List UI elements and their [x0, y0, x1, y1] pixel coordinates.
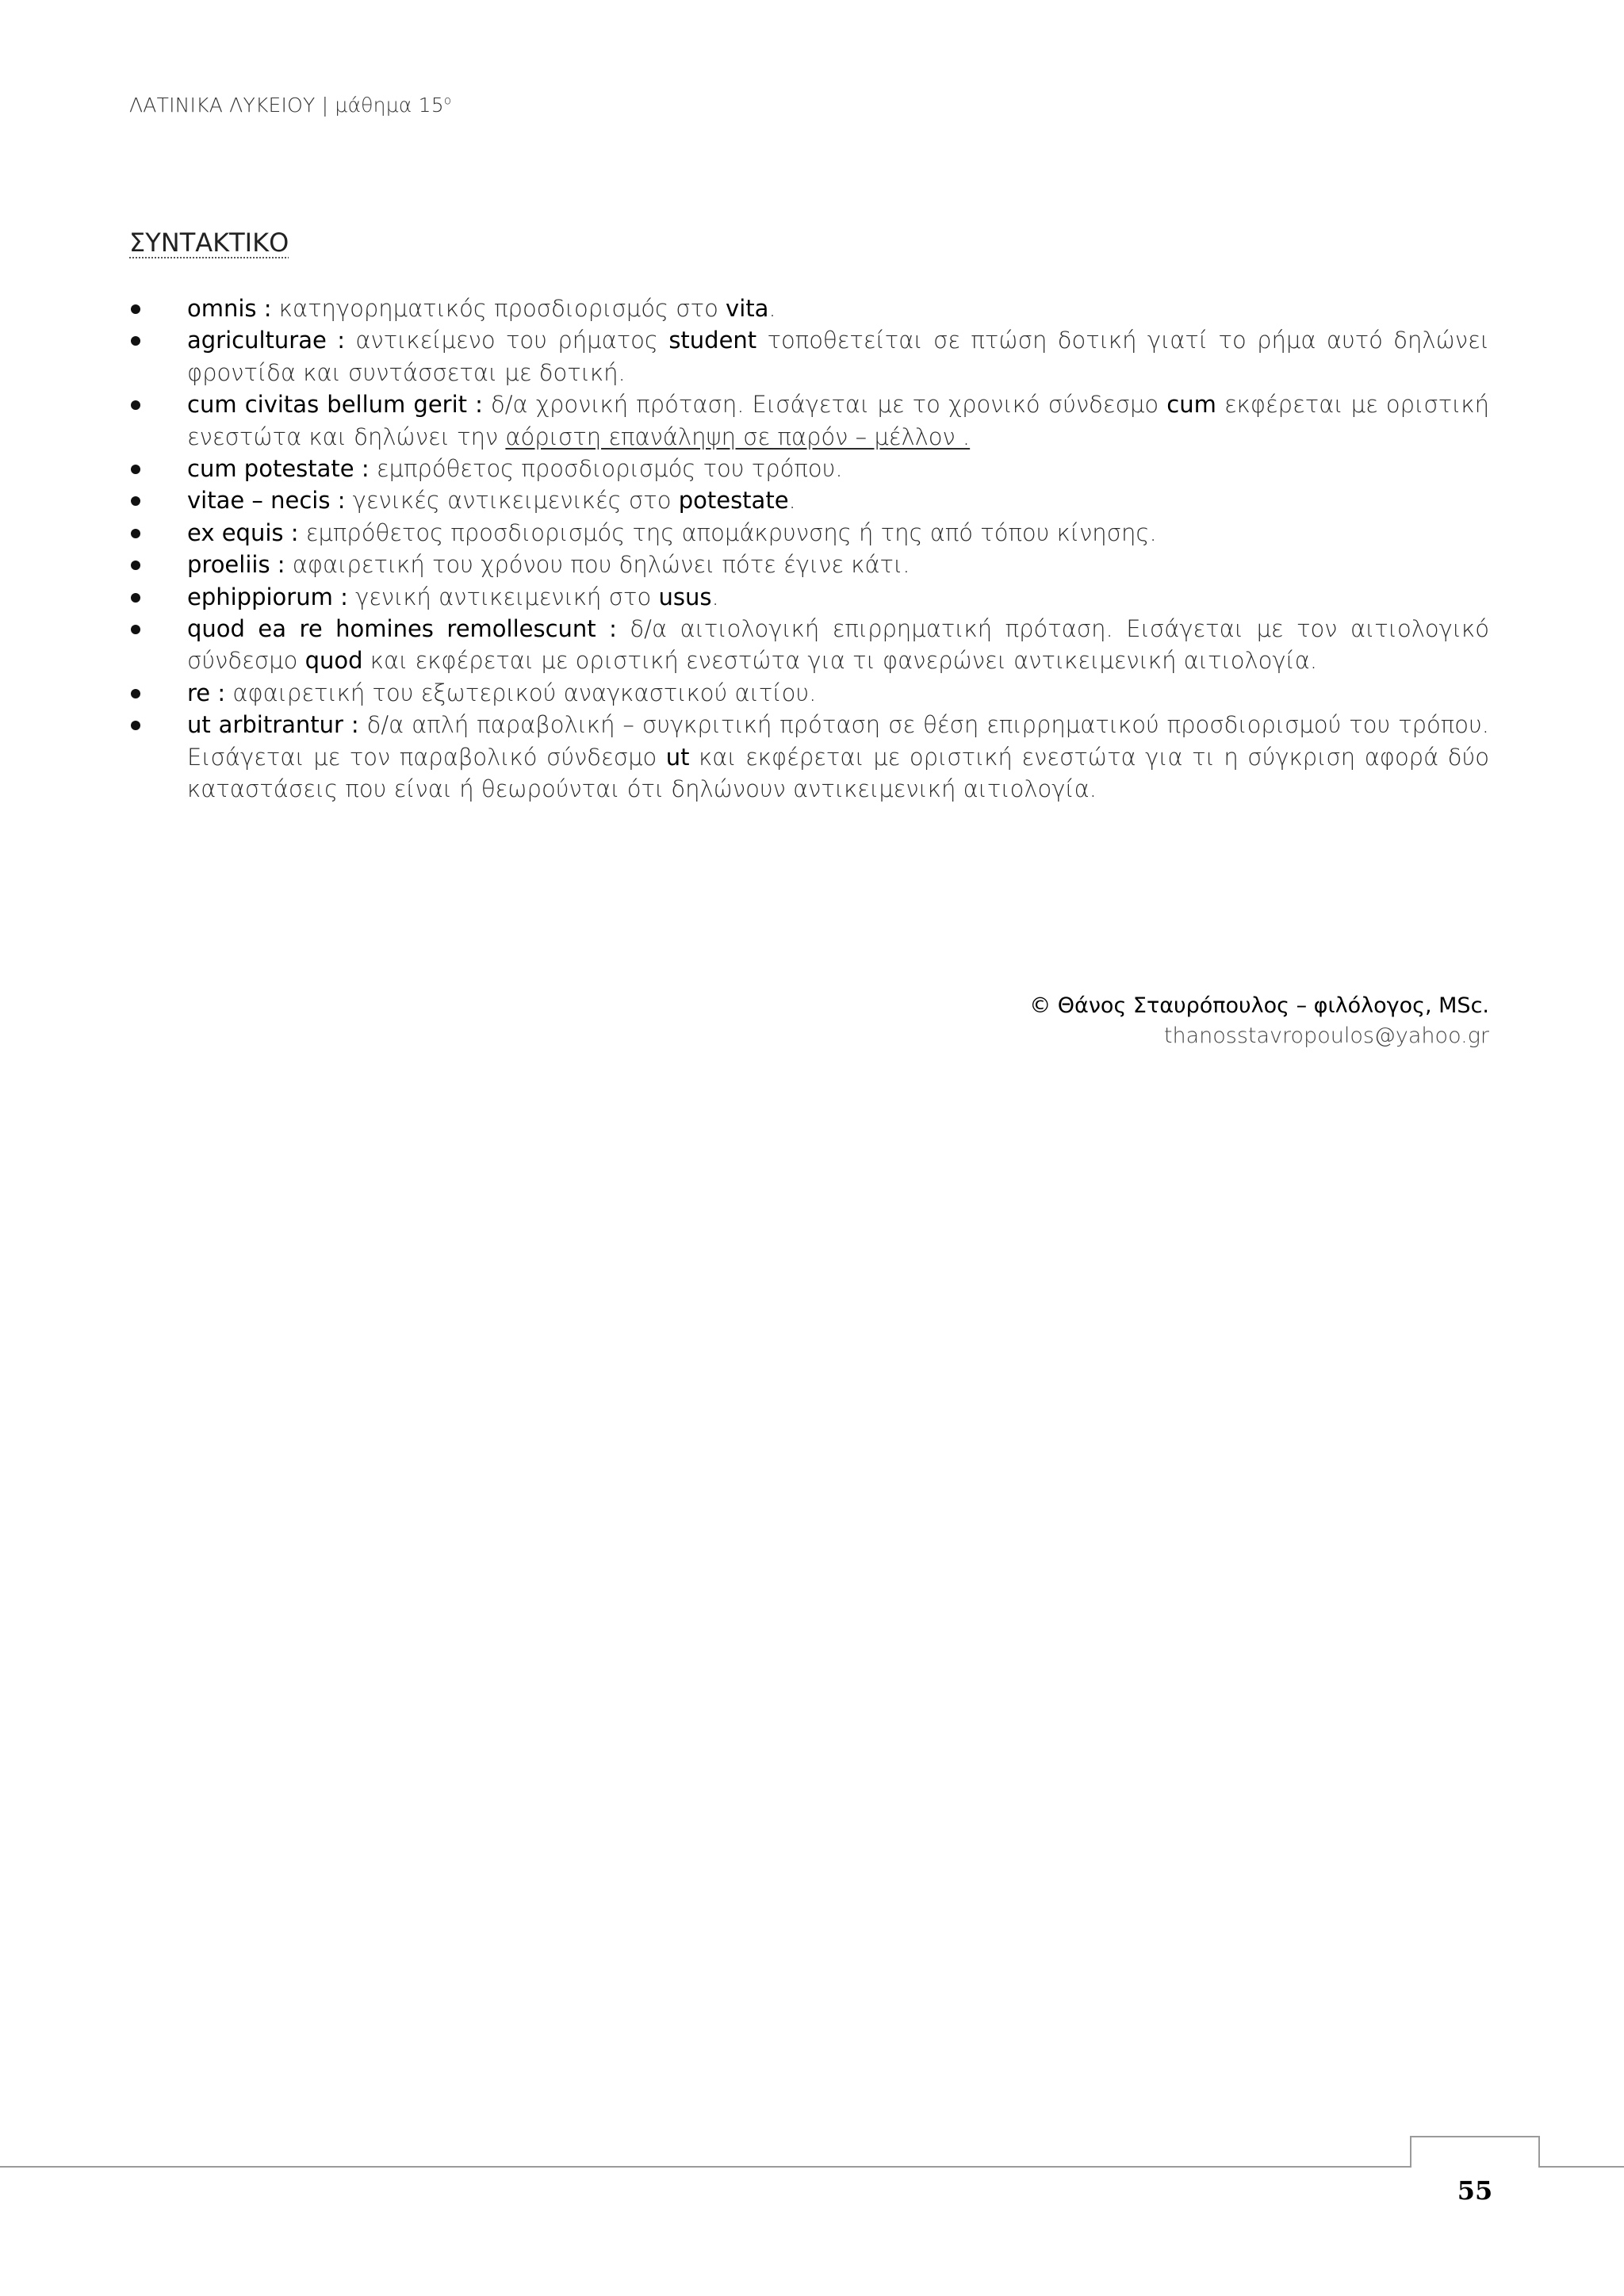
item-term: agriculturae :	[187, 327, 345, 354]
item-term: ex equis :	[187, 519, 299, 546]
list-item	[129, 324, 1489, 388]
item-underlined-text: αόριστη επανάληψη σε παρόν – μέλλον .	[505, 423, 971, 450]
syntax-list	[129, 293, 1489, 806]
item-keyword: usus	[658, 583, 712, 610]
item-keyword: student	[668, 327, 757, 354]
item-term: re :	[187, 679, 226, 706]
bullet-icon	[131, 465, 140, 474]
item-text: εμπρόθετος προσδιορισμός της απομάκρυνσης ή της από τόπου κίνησης.	[298, 519, 1157, 546]
bullet-icon	[131, 689, 140, 698]
item-text: δ/α χρονική πρόταση. Εισάγεται με το χρονικό σύνδεσμο	[482, 391, 1167, 419]
bullet-icon	[131, 336, 140, 346]
item-text: αφαιρετική του χρόνου που δηλώνει πότε έγινε κάτι.	[285, 551, 910, 579]
item-term: cum civitas bellum gerit :	[187, 391, 483, 419]
list-item	[129, 581, 1489, 613]
list-item	[129, 677, 1489, 709]
item-keyword: quod	[304, 647, 363, 675]
item-term: ut arbitrantur :	[187, 711, 359, 739]
item-term: cum potestate :	[187, 455, 370, 483]
item-text: και εκφέρεται με οριστική ενεστώτα για τι φανερώνει αντικειμενική αιτιολογία.	[362, 647, 1318, 675]
item-text: εκφέρεται με οριστική ενεστώτα και δηλώνει την	[187, 391, 1489, 450]
bullet-icon	[131, 529, 140, 538]
item-keyword: ut	[665, 743, 690, 771]
bullet-icon	[131, 561, 140, 570]
footer-rule	[0, 2166, 1624, 2168]
item-term: ephippiorum :	[187, 583, 348, 610]
running-header	[129, 94, 451, 117]
copyright-email: thanosstavropoulos@yahoo.gr	[1163, 1024, 1489, 1048]
list-item	[129, 517, 1489, 549]
bullet-icon	[131, 496, 140, 506]
page-number-tab	[1410, 2136, 1540, 2168]
list-item	[129, 293, 1489, 324]
item-term: omnis :	[187, 295, 272, 322]
item-text: γενική αντικειμενική στο	[347, 583, 659, 610]
bullet-icon	[131, 593, 140, 603]
item-text: και εκφέρεται με οριστική ενεστώτα για τι η σύγκριση αφορά δύο καταστάσεις που είναι ή θεωρούνται ότι δηλώνουν αντικειμενική αιτιολογία.	[187, 743, 1489, 803]
item-term: vitae – necis :	[187, 487, 346, 515]
item-text: δ/α αιτιολογική επιρρηματική πρόταση. Εισάγεται με τον αιτιολογικό σύνδεσμο	[187, 615, 1489, 675]
item-text: αφαιρετική του εξωτερικού αναγκαστικού αιτίου.	[225, 679, 817, 706]
item-text: .	[711, 583, 719, 610]
item-text: κατηγορηματικός προσδιορισμός στο	[271, 295, 726, 322]
item-text: δ/α απλή παραβολική – συγκριτική πρόταση σε θέση επιρρηματικού προσδιορισμού του τρόπου. Εισάγεται με τον παραβολικό σύνδεσμο	[187, 711, 1490, 771]
item-text: τοποθετείται σε πτώση δοτική γιατί το ρήμα αυτό δηλώνει φροντίδα και συντάσσεται με δοτική.	[187, 327, 1489, 386]
list-item	[129, 388, 1489, 453]
item-text: γενικές αντικειμενικές στο	[345, 487, 679, 515]
list-item	[129, 549, 1489, 580]
item-term: quod ea re homines remollescunt :	[187, 615, 617, 643]
item-keyword: cum	[1166, 391, 1216, 419]
copyright-block	[1029, 991, 1489, 1051]
item-keyword: potestate	[678, 487, 789, 515]
item-text: .	[768, 295, 776, 322]
section-title: ΣΥΝΤΑΚΤΙΚΟ	[129, 228, 289, 258]
item-text: εμπρόθετος προσδιορισμός του τρόπου.	[369, 455, 843, 483]
item-text: .	[788, 487, 796, 515]
header-superscript: ο	[443, 93, 452, 108]
item-text: αντικείμενο του ρήματος	[345, 327, 669, 354]
item-keyword: vita	[726, 295, 769, 322]
header-text: ΛΑΤΙΝΙΚΑ ΛΥΚΕΙΟΥ | μάθημα 15	[129, 94, 444, 117]
bullet-icon	[131, 625, 140, 634]
bullet-icon	[131, 400, 140, 410]
item-term: proeliis :	[187, 551, 285, 579]
list-item	[129, 453, 1489, 484]
list-item	[129, 709, 1489, 805]
copyright-author: © Θάνος Σταυρόπουλος – φιλόλογος, MSc.	[1029, 993, 1489, 1018]
page-number: 55	[1457, 2175, 1493, 2206]
list-item	[129, 484, 1489, 516]
list-item	[129, 613, 1489, 677]
bullet-icon	[131, 304, 140, 314]
bullet-icon	[131, 721, 140, 730]
